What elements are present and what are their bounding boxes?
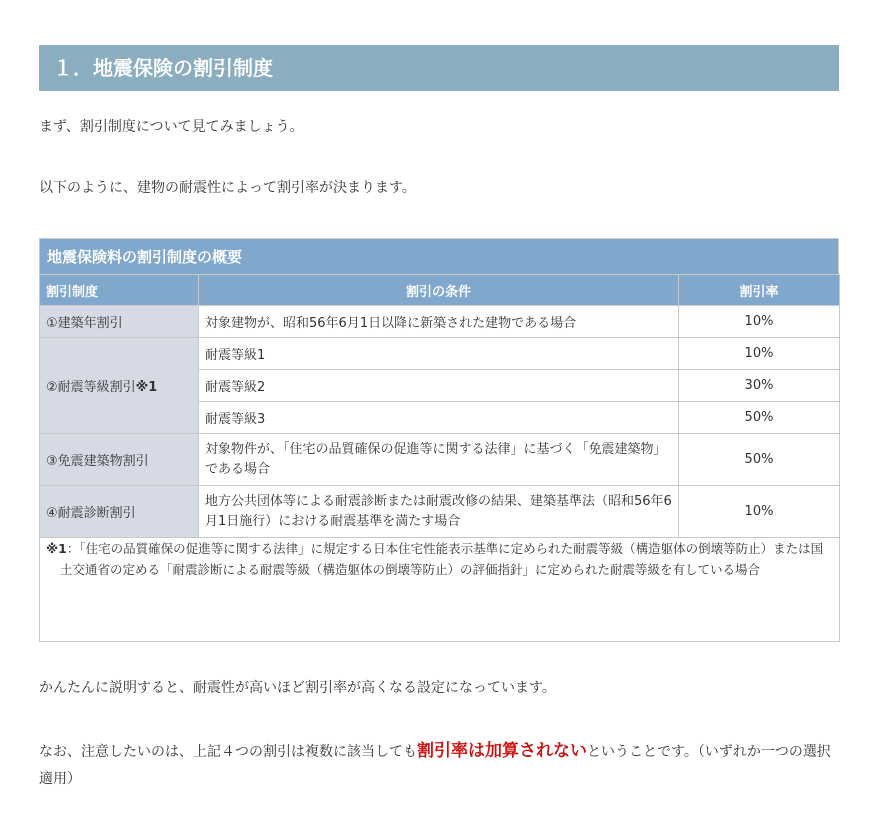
rate-cell: 50% <box>679 402 840 434</box>
condition-cell: 耐震等級2 <box>199 370 679 402</box>
summary-paragraph: かんたんに説明すると、耐震性が高いほど割引率が高くなる設定になっています。 <box>39 680 556 696</box>
rate-cell: 30% <box>679 370 840 402</box>
condition-cell: 地方公共団体等による耐震診断または耐震改修の結果、建築基準法（昭和56年6月1日施行）における耐震基準を満たす場合 <box>199 486 679 538</box>
section-heading: １．地震保険の割引制度 <box>39 45 839 91</box>
rate-cell: 10% <box>679 306 840 338</box>
footnote-mark: ※1 <box>135 380 158 395</box>
footnote-body: ：「住宅の品質確保の促進等に関する法律」に規定する日本住宅性能表示基準に定められた耐震等級（構造躯体の倒壊等防止）または国土交通省の定める「耐震診断による耐震等級（構造躯体の倒壊等防止）の評価指針」に定められた耐震等級を有している場合 <box>60 541 824 577</box>
condition-cell: 対象物件が、「住宅の品質確保の促進等に関する法律」に基づく「免震建築物」である場合 <box>199 434 679 486</box>
category-cell <box>40 338 199 434</box>
footnote-cell <box>40 538 840 642</box>
table-row <box>40 486 840 538</box>
condition-cell: 耐震等級1 <box>199 338 679 370</box>
table-header-row <box>40 275 840 306</box>
table-row <box>40 434 840 486</box>
caution-emphasis: 割引率は加算されない <box>417 741 587 761</box>
table-row <box>40 338 840 370</box>
column-header-rate: 割引率 <box>679 275 840 306</box>
intro-paragraph-1: まず、割引制度について見てみましょう。 <box>39 119 304 135</box>
category-cell: ③免震建築物割引 <box>40 434 199 486</box>
rate-cell: 10% <box>679 338 840 370</box>
intro-paragraph-2: 以下のように、建物の耐震性によって割引率が決まります。 <box>39 180 416 196</box>
rate-cell: 10% <box>679 486 840 538</box>
caution-paragraph <box>39 738 839 793</box>
caution-text-before: なお、注意したいのは、上記４つの割引は複数に該当しても <box>39 744 417 760</box>
condition-cell: 耐震等級3 <box>199 402 679 434</box>
footnote-mark: ※1 <box>46 541 67 556</box>
rate-cell: 50% <box>679 434 840 486</box>
category-cell: ④耐震診断割引 <box>40 486 199 538</box>
condition-cell: 対象建物が、昭和56年6月1日以降に新築された建物である場合 <box>199 306 679 338</box>
footnote-text <box>46 538 833 580</box>
table-note-row <box>40 538 840 642</box>
category-label: ②耐震等級割引 <box>46 380 136 395</box>
table-row <box>40 306 840 338</box>
discount-table <box>39 274 840 642</box>
caution-text-after: ということです。（いずれか一つの選択適用） <box>39 744 831 787</box>
table-title: 地震保険料の割引制度の概要 <box>39 238 839 274</box>
column-header-condition: 割引の条件 <box>199 275 679 306</box>
column-header-system: 割引制度 <box>40 275 199 306</box>
category-cell: ①建築年割引 <box>40 306 199 338</box>
